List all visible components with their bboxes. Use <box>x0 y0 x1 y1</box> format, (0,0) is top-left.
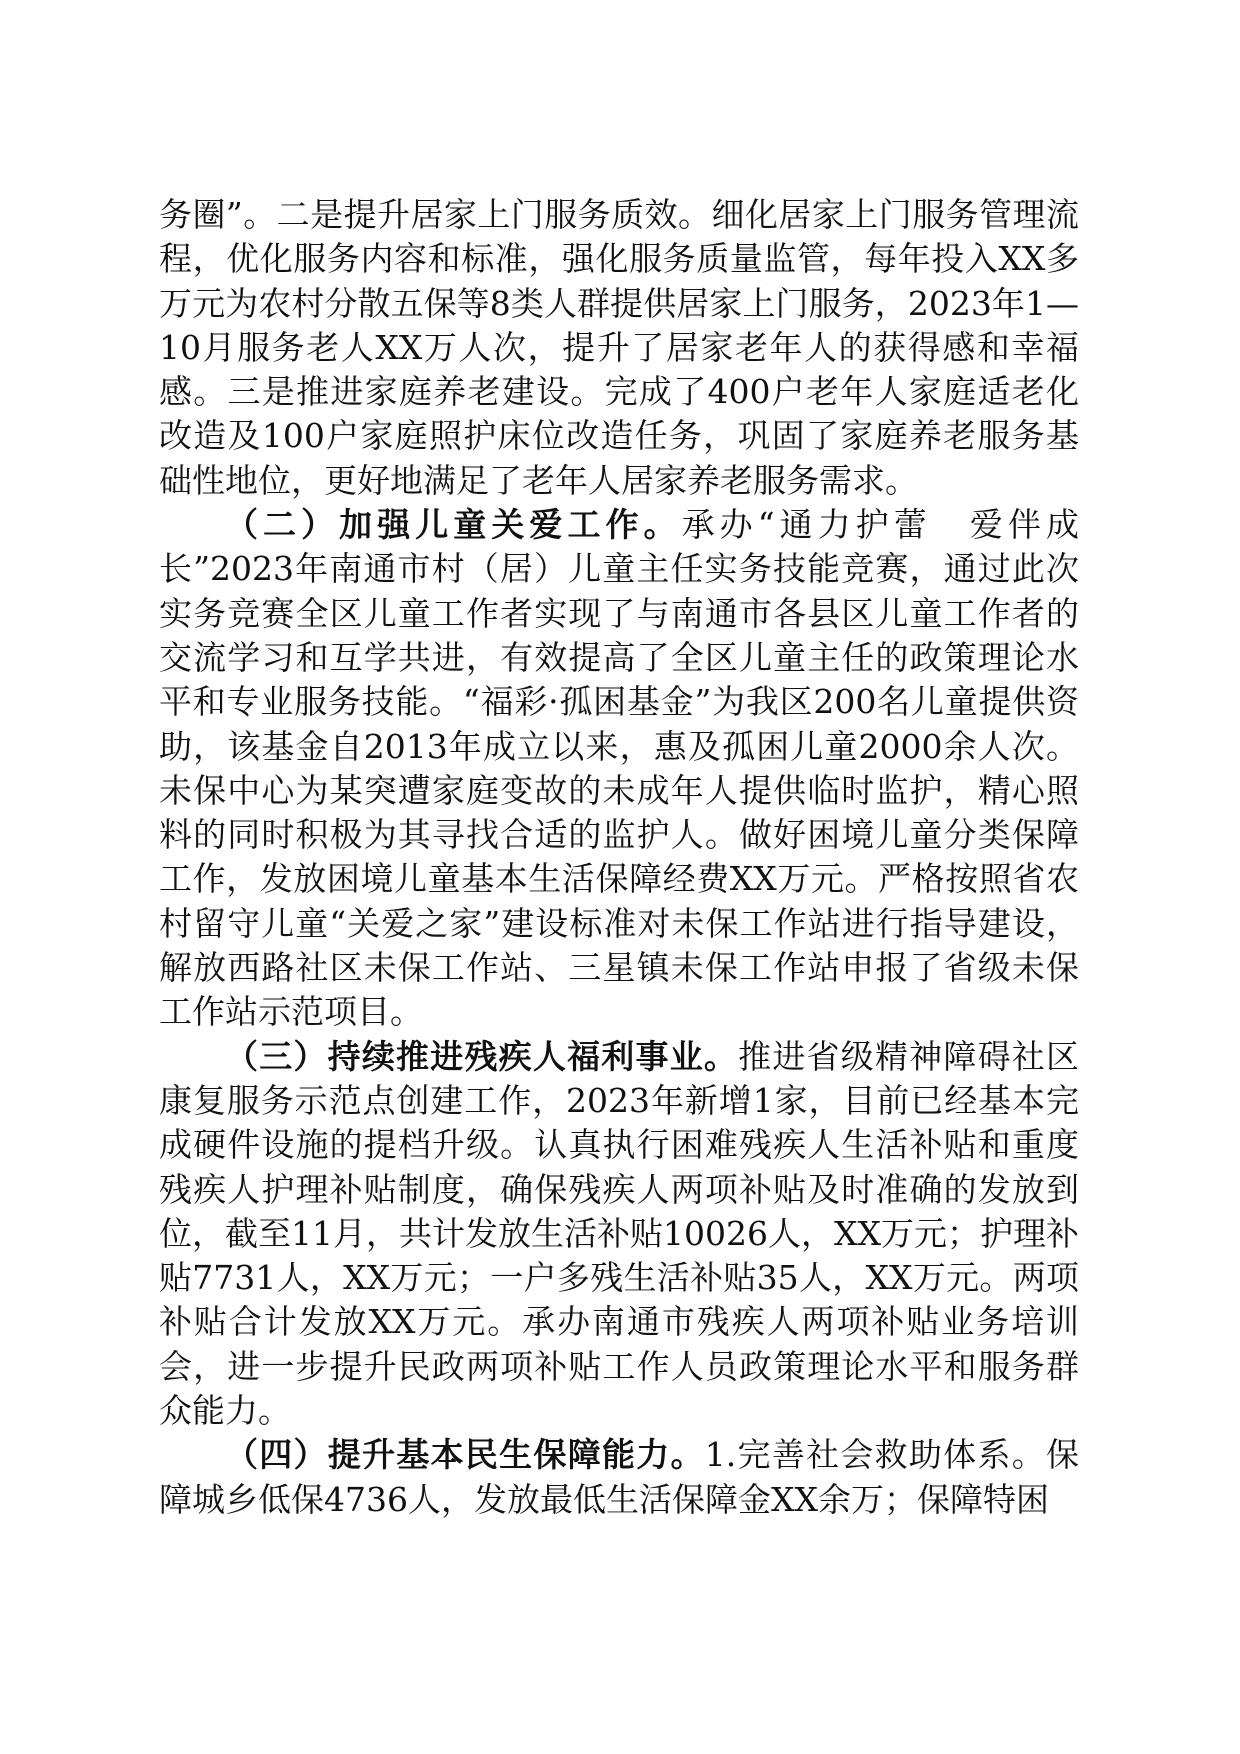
document-page <box>159 193 1079 1522</box>
paragraph-disability-welfare <box>159 1035 1079 1434</box>
paragraph-text: 1.完善社会救助体系。保障城乡低保4736人，发放最低生活保障金XX余万；保障特困 <box>159 1435 1079 1519</box>
section-heading: （四）提升基本民生保障能力。 <box>225 1435 705 1475</box>
paragraph-home-care <box>159 193 1079 503</box>
section-heading: （二）加强儿童关爱工作。 <box>225 505 682 545</box>
paragraph-child-care <box>159 503 1079 1035</box>
paragraph-livelihood-security <box>159 1433 1079 1522</box>
paragraph-text: 务圈”。二是提升居家上门服务质效。细化居家上门服务管理流程，优化服务内容和标准，强化服务质量监管，每年投入XX多万元为农村分散五保等8类人群提供居家上门服务，2023年1—10月服务老人XX万人次，提升了居家老年人的获得感和幸福感。三是推进家庭养老建设。完成了400户老年人家庭适老化改造及100户家庭照护床位改造任务，巩固了家庭养老服务基础性地位，更好地满足了老年人居家养老服务需求。 <box>159 195 1079 500</box>
paragraph-text: 承办“通力护蕾 爱伴成长”2023年南通市村（居）儿童主任实务技能竞赛，通过此次实务竞赛全区儿童工作者实现了与南通市各县区儿童工作者的交流学习和互学共进，有效提高了全区儿童主任的政策理论水平和专业服务技能。“福彩·孤困基金”为我区200名儿童提供资助，该基金自2013年成立以来，惠及孤困儿童2000余人次。未保中心为某突遭家庭变故的未成年人提供临时监护，精心照料的同时积极为其寻找合适的监护人。做好困境儿童分类保障工作，发放困境儿童基本生活保障经费XX万元。严格按照省农村留守儿童“关爱之家”建设标准对未保工作站进行指导建设，解放西路社区未保工作站、三星镇未保工作站申报了省级未保工作站示范项目。 <box>159 505 1080 1032</box>
paragraph-text: 推进省级精神障碍社区康复服务示范点创建工作，2023年新增1家，目前已经基本完成硬件设施的提档升级。认真执行困难残疾人生活补贴和重度残疾人护理补贴制度，确保残疾人两项补贴及时准确的发放到位，截至11月，共计发放生活补贴10026人，XX万元；护理补贴7731人，XX万元；一户多残生活补贴35人，XX万元。两项补贴合计发放XX万元。承办南通市残疾人两项补贴业务培训会，进一步提升民政两项补贴工作人员政策理论水平和服务群众能力。 <box>159 1036 1080 1431</box>
section-heading: （三）持续推进残疾人福利事业。 <box>225 1036 739 1076</box>
